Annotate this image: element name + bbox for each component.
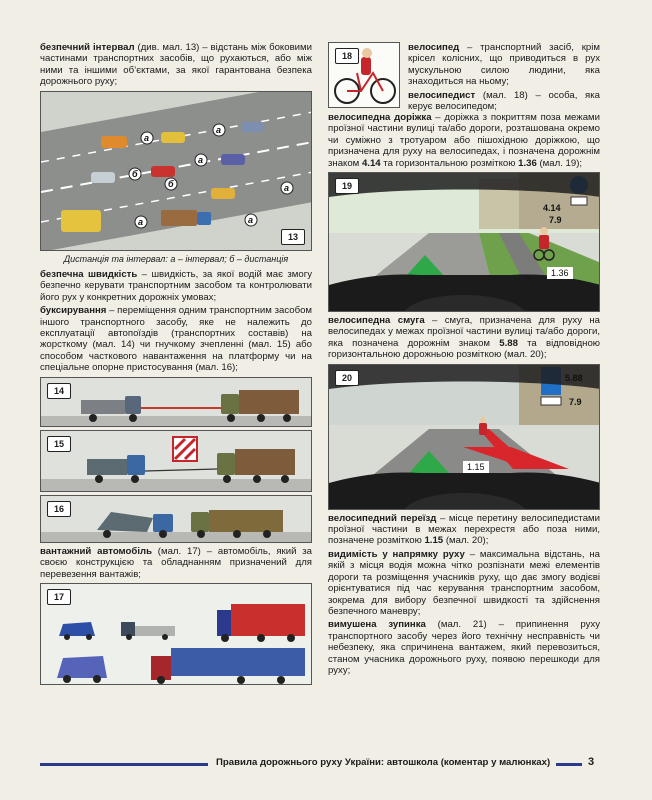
figure-number: 17 bbox=[47, 589, 71, 605]
footer-title: Правила дорожнього руху України: автошкола (коментар у малюнках) bbox=[216, 757, 551, 768]
definition-cyclist bbox=[408, 90, 600, 113]
definition-text: (див. мал. 13) – відстань між боковими частинами транспортних засобів, що рухаються, або між ними та іншими об’єктами, за якої гарантована безпека дорожнього руху; bbox=[40, 42, 312, 88]
footer-rule bbox=[40, 763, 208, 766]
term: видимість у напрямку руху bbox=[328, 548, 465, 560]
figure-number: 13 bbox=[281, 229, 305, 245]
figure-number: 19 bbox=[335, 178, 359, 194]
right-column bbox=[328, 42, 600, 678]
definition-forced-stop bbox=[328, 619, 600, 676]
figure-13-road bbox=[40, 91, 312, 251]
label-interval: а bbox=[216, 124, 222, 135]
definition-safe-interval bbox=[40, 42, 312, 88]
sign-label: 4.14 bbox=[543, 203, 561, 214]
tow-illustration bbox=[41, 496, 312, 543]
definition-text: – смуга, призначена для руху на велосипедах у межах проїзної частини вулиці та/або дороги, яка позначена дорожнім знаком bbox=[328, 315, 601, 349]
label-interval: а bbox=[144, 132, 150, 143]
definition-bicycle bbox=[408, 42, 600, 88]
definition-text: (мал. 21) – припинення руху транспортного засобу через його технічну несправність чи небезпеку, яка спричинена вантажем, який перевозиться, станом учасника дорожнього руху, появою перешкоди для руху; bbox=[328, 619, 601, 676]
definition-text: (мал. 18) – особа, яка керує велосипедом; bbox=[408, 89, 600, 113]
marking-label: 1.15 bbox=[467, 461, 485, 472]
definition-safe-speed bbox=[40, 269, 312, 303]
bike-path-illustration bbox=[329, 173, 600, 312]
figure-15-flexible-tow bbox=[40, 430, 312, 492]
term: велосипедна смуга bbox=[328, 315, 425, 327]
definition-text: – переміщення одним транспортним засобом іншого транспортного засобу, яке не належить до експлуатації автопоїздів (транспортних составів) на жорсткому (мал. 14) чи гнучкому зчепленні (мал. 15) або способом часткового навантаження на платформу чи на спеціальне опорне пристосування (мал. 16); bbox=[40, 305, 312, 374]
term: велосипед bbox=[408, 42, 460, 53]
definition-text: та відповідною горизонтальною дорожньою розміткою (мал. 20); bbox=[328, 337, 600, 361]
marking-label: 1.36 bbox=[551, 268, 569, 279]
footer-rule bbox=[556, 763, 582, 766]
definition-text: – місце перетину велосипедистами проїзної частини в межах перехрестя або поза ними, позначене розміткою bbox=[328, 512, 600, 547]
figure-16-partial-load-tow bbox=[40, 495, 312, 543]
definition-visibility bbox=[328, 549, 600, 617]
figure-number: 16 bbox=[47, 501, 71, 517]
term: велосипедний переїзд bbox=[328, 512, 437, 524]
definition-text: – транспортний засіб, крім крісел колісних, що приводиться в рух мускульною силою людини, яка знаходиться на ньому; bbox=[408, 42, 600, 88]
definition-text: та горизонтальною розміткою bbox=[380, 157, 519, 169]
tow-illustration bbox=[41, 378, 312, 427]
figure-20-bike-lane bbox=[328, 364, 600, 510]
figure-number: 18 bbox=[335, 48, 359, 64]
sign-label: 5.88 bbox=[565, 372, 583, 383]
figure-number: 15 bbox=[47, 436, 71, 452]
trucks-illustration bbox=[41, 584, 312, 685]
label-distance: б bbox=[168, 178, 174, 189]
page-number: 3 bbox=[588, 756, 595, 768]
tow-illustration bbox=[41, 431, 312, 492]
label-interval: а bbox=[248, 214, 254, 225]
bicycle-block bbox=[328, 42, 600, 112]
road-illustration bbox=[41, 92, 312, 251]
definition-bike-crossing bbox=[328, 513, 600, 547]
term: велосипедист bbox=[408, 89, 476, 101]
definition-truck bbox=[40, 546, 312, 580]
label-interval: а bbox=[138, 216, 144, 227]
label-distance: б bbox=[132, 168, 138, 179]
definition-bike-lane bbox=[328, 315, 600, 361]
figure-number: 20 bbox=[335, 370, 359, 386]
definition-text: – швидкість, за якої водій має змогу безпечно керувати транспортним засобом та контролювати його рух у конкретних дорожніх умовах; bbox=[40, 269, 312, 303]
term: велосипедна доріжка bbox=[328, 112, 432, 123]
marking-ref: 1.15 bbox=[424, 535, 444, 547]
definition-text: – максимальна відстань, на якій з місця водія можна чітко розпізнати межі елементів дороги та розміщення учасників руху, що дає змогу водієві орієнтуватися під час керування транспортним засобом, зокрема для вибору безпечної швидкості та здійснення безпечного маневру; bbox=[328, 548, 600, 617]
term: безпечна швидкість bbox=[40, 269, 138, 281]
figure-number: 14 bbox=[47, 383, 71, 399]
term: вимушена зупинка bbox=[328, 619, 426, 631]
sign-ref: 4.14 bbox=[361, 157, 381, 169]
figure-caption: Дистанція та інтервал: а – інтервал; б – дистанція bbox=[63, 253, 289, 264]
bike-lane-illustration bbox=[329, 365, 600, 510]
figure-17-trucks bbox=[40, 583, 312, 685]
term: вантажний автомобіль bbox=[40, 545, 152, 557]
figure-14-rigid-tow bbox=[40, 377, 312, 427]
term: безпечний інтервал bbox=[40, 42, 135, 53]
definition-text: – доріжка з покриттям поза межами проїзної частини вулиці та/або дороги, розташована окремо чи суміжно з тротуаром або пішохідною доріжкою, що призначена для руху на велосипедах, і позначена дорожнім знаком bbox=[328, 112, 600, 169]
left-column bbox=[40, 42, 312, 688]
term: буксирування bbox=[40, 305, 107, 317]
page-footer bbox=[40, 756, 620, 772]
figure-18-cyclist bbox=[328, 42, 400, 108]
definition-bike-path bbox=[328, 112, 600, 169]
definition-towing bbox=[40, 305, 312, 373]
figure-19-bike-path bbox=[328, 172, 600, 312]
label-interval: а bbox=[198, 154, 204, 165]
definition-text: (мал. 17) – автомобіль, який за своєю конструкцією та обладнанням призначений для перевезення вантажів; bbox=[40, 545, 312, 580]
sign-label: 7.9 bbox=[569, 396, 582, 407]
definition-text: (мал. 19); bbox=[536, 157, 583, 169]
label-interval: а bbox=[284, 182, 290, 193]
sign-ref: 5.88 bbox=[499, 337, 518, 349]
definition-text: (мал. 20); bbox=[443, 535, 489, 547]
marking-ref: 1.36 bbox=[518, 157, 537, 169]
sign-label: 7.9 bbox=[549, 215, 562, 226]
bicycle-definitions bbox=[408, 42, 600, 114]
